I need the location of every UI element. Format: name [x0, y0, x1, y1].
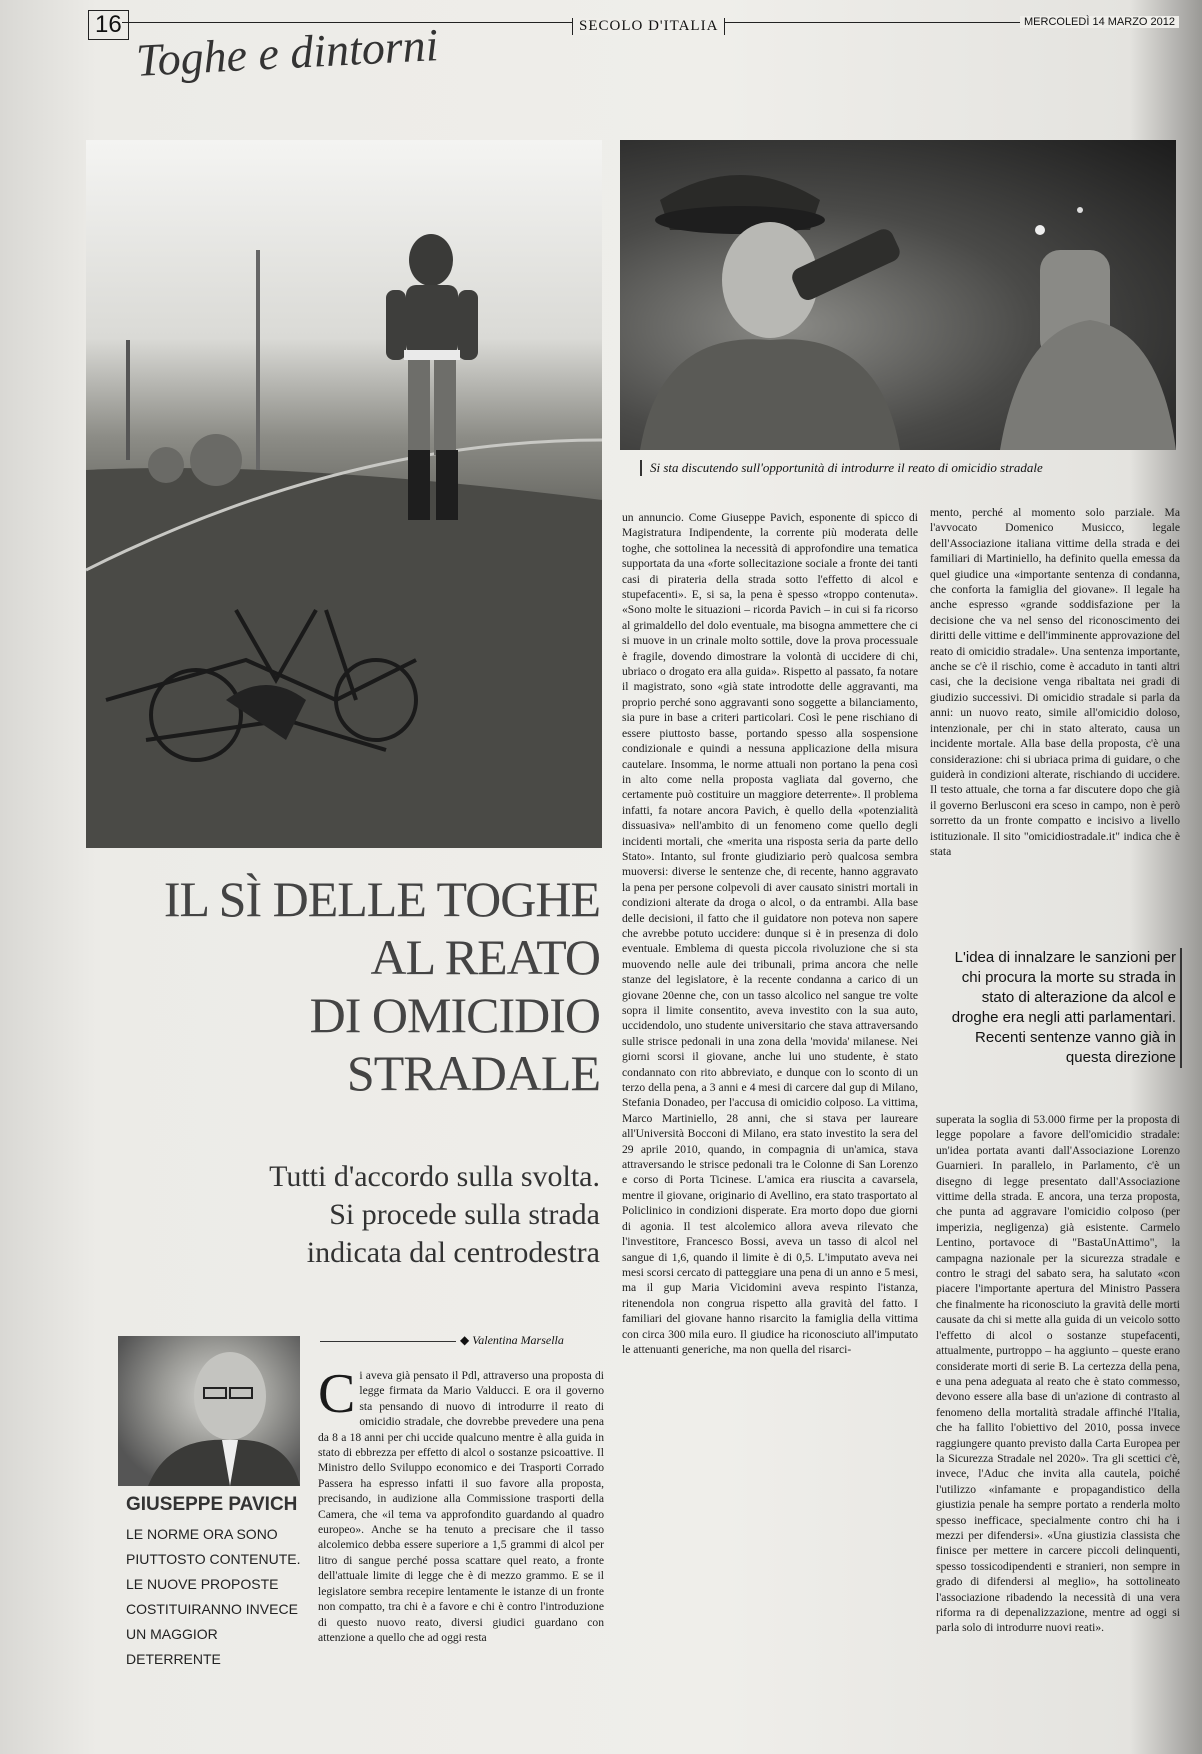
photo-breathalyzer-check — [620, 140, 1176, 450]
byline-diamond-icon: ◆ — [460, 1333, 473, 1347]
section-title: Toghe e dintorni — [134, 19, 440, 86]
portrait-illustration — [118, 1336, 300, 1486]
masthead: SECOLO D'ITALIA — [572, 18, 725, 35]
article-column-1 — [318, 1368, 604, 1754]
column-text: un annuncio. Come Giuseppe Pavich, esponente di spicco di Magistratura Indipendente, la corrente più moderata delle toghe, che sottolinea la necessità di approfondire una tematica supportata da una «forte sollecitazione sociale a fronte dei tanti casi di pirateria della strada sotto l'effetto di alcol e stupefacenti». E, si sa, la pena è spesso «troppo contenuta». «Sono molte le situazioni – ricorda Pavich – in cui si fa ricorso al grimaldello del dolo eventuale, ma bisogna ammettere che ci si muove in un crinale molto sottile, dove la prova processuale è fragile, dovendo dimostrare la volontà di uccidere di chi, ubriaco o drogato era alla guida». Rispetto al passato, fa notare il magistrato, sono «già state introdotte delle aggravanti, ma proprio perché sono aggravanti sono soggette a bilanciamento, sia pure in base a criteri particolari. Così le pene rischiano di essere piuttosto basse, portando spesso alla sospensione condizionale e quindi a nessuna applicazione della misura cautelare. Insomma, le norme attuali non portano la pena così in alto come nella proposta vagliata dal governo, che certamente può costituire un maggiore deterrente». Il problema infatti, fa notare ancora Pavich, è quello della «potenzialità dissuasiva» nell'ambito di un fenomeno come quello degli incidenti mortali, che «merita una risposta seria da parte dello Stato». Intanto, sul fronte giudiziario però qualcosa sembra muoversi: diverse le sentenze che, di recente, hanno aggravato la pena per persone colpevoli di aver causato sinistri mortali in condizioni alterate da droga o alcol, o da entrambi. Alla base delle decisioni, il fatto che il guidatore non poteva non sapere che avrebbe potuto uccidere: dunque si è in presenza di dolo eventuale. Emblema di questa piccola rivoluzione che si sta muovendo nelle aule dei tribunali, prima ancora che nelle stanze del legislatore, è la recente condanna a carico di un giovane 20enne che, con un tasso alcolico nel sangue tre volte sopra il limite consentito, aveva investito con la sua auto, uccidendolo, uno studente universitario che stava attraversando sulle strisce pedonali in una zona della 'movida' milanese. Nei giorni scorsi il giovane, anche lui uno studente, è stato condannato con rito abbreviato, e dunque con lo sconto di un terzo della pena, a 3 anni e 4 mesi di carcere dal gup di Milano, Stefania Donadeo, per l'accusa di omicidio colposo. La vittima, Marco Martiniello, 28 anni, che si stava per laureare all'Università Bocconi di Milano, era stato investito la sera del 29 aprile 2010, quando, in compagnia di un'amica, stava attraversando le strisce pedonali tra le Colonne di San Lorenzo e corso di Porta Ticinese. L'amica era riuscita a cavarsela, mentre il giovane, originario di Avellino, era stato trasportato al Policlinico in condizioni disperate. Era morto dopo due giorni di agonia. Il test alcolemico allora aveva rilevato che l'investitore, Francesco Bossi, aveva un tasso di alcol nel sangue di 1,6, quando il limite è di 0,5. L'imputato aveva nei mesi scorsi cercato di patteggiare una pena di un anno e 5 mesi, ma il gup Maria Vicidomini aveva respinto l'istanza, ritenendola non congrua rispetto alla gravità del fatto. I familiari del giovane hanno risarcito la famiglia della vittima con circa 300 mila euro. Il giudice ha riconosciuto all'imputato le attenuanti generiche, ma non quella del risarci- — [622, 511, 918, 1356]
drop-cap: C — [318, 1368, 356, 1425]
photo-bicycle-accident — [86, 140, 602, 848]
headline-line: AL REATO — [370, 929, 600, 985]
headline-line: STRADALE — [346, 1045, 600, 1101]
photo-caption: Si sta discutendo sull'opportunità di introdurre il reato di omicidio stradale — [640, 460, 1170, 476]
column-text: i aveva già pensato il Pdl, attraverso una proposta di legge firmata da Mario Valducci. E ora il governo sta pensando di nuovo di introdurre il reato di omicidio stradale, che dovrebbe prevedere una pena da 8 a 18 anni per chi uccide qualcuno mentre è alla guida in stato di ebbrezza per effetto di alcol o sostanze psicoattive. Il Ministro dello Sviluppo economico e dei Trasporti Corrado Passera ha espresso infatti il suo favore alla proposta, precisando, in audizione alla Commissione trasporti della Camera, che «il tema va approfondito guardando al quadro europeo». Anche se ha tenuto a precisare che il tasso alcolemico debba essere superiore a 1,5 grammi di alcol per litro di sangue perché possa scattare quel reato, a fronte dell'attuale limite di legge che è di mezzo grammo. E se il legislatore sembra recepire lentamente le istanze di un fronte non compatto, tra chi è a favore e chi è contro l'introduzione di questo nuovo reato, diversi giudici guardano con attenzione a quello che ad oggi resta — [318, 1369, 604, 1644]
photo-bicycle-accident-illustration — [86, 140, 602, 848]
article-column-3-bottom — [936, 1112, 1180, 1754]
article-subhead — [160, 1158, 600, 1272]
byline — [460, 1333, 564, 1348]
headline-line: DI OMICIDIO — [309, 987, 600, 1043]
headline-line: IL SÌ DELLE TOGHE — [163, 871, 600, 927]
subhead-line: Tutti d'accordo sulla svolta. — [269, 1160, 600, 1193]
subhead-line: indicata dal centrodestra — [306, 1236, 600, 1269]
column-text: mento, perché al momento solo parziale. Ma l'avvocato Domenico Musicco, legale dell'Associazione italiana vittime della strada e dei familiari di Martiniello, ha definito quella emessa da quel giudice una «importante sentenza di condanna, che conforta la famiglia del giovane». Il legale ha anche espresso «grande soddisfazione per la decisione che va nel senso del riconoscimento dei diritti delle vittime e dell'imminente approvazione del reato di omicidio stradale». Una sentenza importante, anche se c'è il rischio, come è accaduto in tanti altri casi, che la decisione venga ribaltata nei gradi di giudizio successivi. Di omicidio stradale si parla da anni: un nuovo reato, simile all'omicidio doloso, intenzionale, per chi in stato alterato, causa un incidente mortale. Alla base della proposta, c'è una considerazione: chi si ubriaca prima di guidare, o che guiderà in condizioni alterate, rischiando di uccidere. Il testo attuale, che torna a far discutere dopo che già il governo Berlusconi era sceso in campo, non è però sorretto da un fronte compatto e incisivo a livello istituzionale. Il sito "omicidiostradale.it" indica che è stata — [930, 506, 1180, 858]
sidebar-quote: LE NORME ORA SONO PIUTTOSTO CONTENUTE. LE NUOVE PROPOSTE COSTITUIRANNO INVECE UN MAGGIOR DETERRENTE — [126, 1526, 301, 1667]
article-column-3-top — [930, 505, 1180, 927]
photo-breathalyzer-illustration — [620, 140, 1176, 450]
issue-date: MERCOLEDÌ 14 MARZO 2012 — [1020, 16, 1179, 28]
portrait-pavich — [118, 1336, 300, 1486]
article-column-2 — [622, 510, 918, 1754]
subhead-line: Si procede sulla strada — [329, 1198, 600, 1231]
column-text: superata la soglia di 53.000 firme per la proposta di legge popolare a favore dell'omicidio stradale: un'idea portata avanti dall'Associazione Lorenzo Guarnieri. In parallelo, in Parlamento, c'è un disegno di legge presentato dall'Associazione vittime della strada. E ancora, una terza proposta, che punta ad aggravare l'omicidio colposo (per imperizia, negligenza) già esistente. Carmelo Lentino, portavoce di "BastaUnAttimo", la campagna nazionale per la sicurezza stradale e contro le stragi del sabato sera, ha salutato «con piacere l'importante apertura del Ministro Passera che finalmente ha riconosciuto la gravità delle morti causate da chi si mette alla guida di un veicolo sotto l'effetto di alcol o sostanze stupefacenti, attualmente, purtroppo – ha aggiunto – queste erano considerate morti di serie B. La certezza della pena, e una pena adeguata al reato che è stato commesso, devono essere alla base di un'azione di contrasto al fenomeno della mortalità stradale affinché l'Italia, che ha fallito l'obiettivo del 2010, possa invece raggiungere quanto previsto dalla Carta Europea per la Sicurezza Stradale nel 2020». Tra gli scettici c'è, invece, l'Aduc che invita alla cautela, poiché l'utilizzo «infamante e propagandistico della giustizia penale ha sempre portato a renderla molto spesso inefficace, specialmente contro chi ha i mezzi per difendersi». «Una giustizia classista che finisce per mettere in carcere piccoli delinquenti, spesso tossicodipendenti e stranieri, non sempre in grado di difendersi al meglio», ha sottolineato l'associazione ribadendo la necessità di una vera riforma ra di depenalizzazione, mentre ad oggi si parla solo di introdurre nuovi reati». — [936, 1113, 1180, 1635]
page-number: 16 — [88, 10, 129, 40]
byline-rule — [320, 1341, 456, 1342]
sidebar-name: GIUSEPPE PAVICH — [126, 1494, 298, 1515]
pull-quote: L'idea di innalzare le sanzioni per chi procura la morte su strada in stato di alterazione da alcol e droghe era negli atti parlamentari. Recenti sentenze vanno già in questa direzione — [938, 948, 1182, 1068]
article-headline — [150, 870, 600, 1102]
author-name: Valentina Marsella — [472, 1333, 564, 1347]
